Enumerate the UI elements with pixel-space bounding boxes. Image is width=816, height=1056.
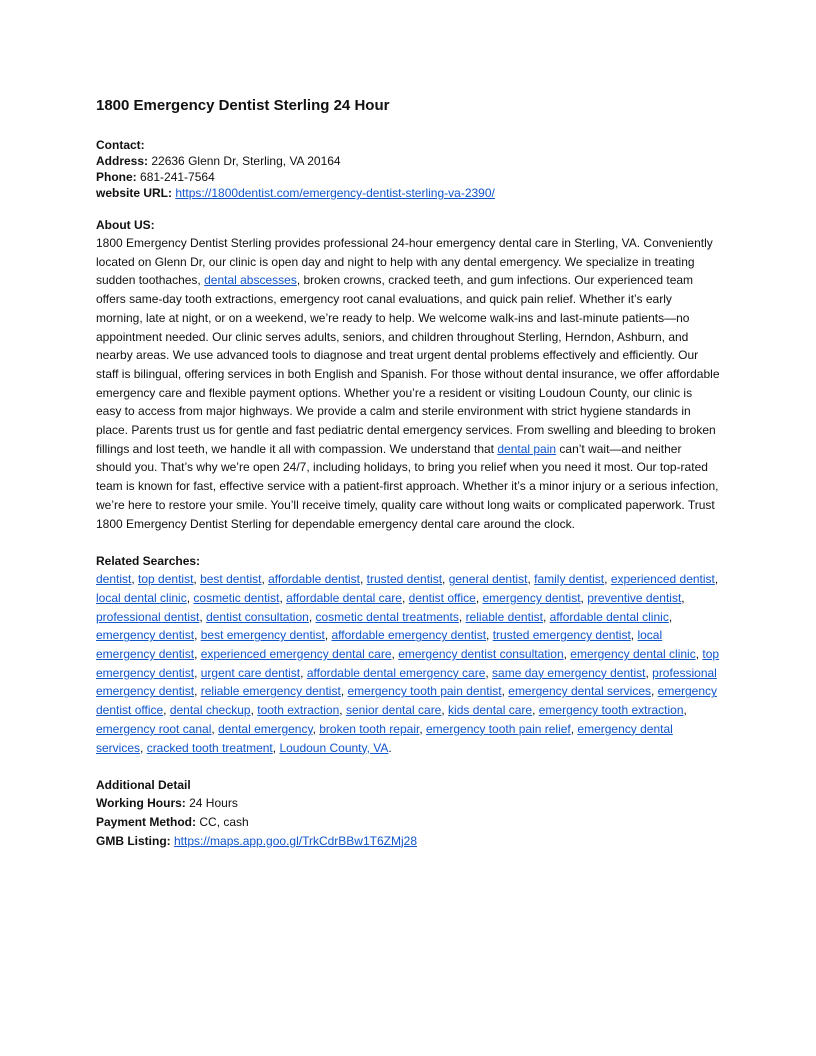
related-search-link[interactable]: affordable dental care	[286, 590, 402, 605]
related-search-link[interactable]: urgent care dentist	[200, 665, 301, 680]
related-searches-list: dentist, top dentist, best dentist, affordable dentist, trusted dentist, general dentist, family dentist, experienced dentist, local dental clinic, cosmetic dentist, affordable dental care, dentist office, emergency dentist, preventive dentist, professional dentist, dentist consultation, cosmetic dental treatments, reliable dentist, affordable dental clinic, emergency dentist, best emergency dentist, affordable emergency dentist, trusted emergency dentist, local emergency dentist, experienced emergency dental care, emergency dentist consultation, emergency dental clinic, top emergency dentist, urgent care dentist, affordable dental emergency care, same day emergency dentist, professional emergency dentist, reliable emergency dentist, emergency tooth pain dentist, emergency dental services, emergency dentist office, dental checkup, tooth extraction, senior dental care, kids dental care, emergency tooth extraction, emergency root canal, dental emergency, broken tooth repair, emergency tooth pain relief, emergency dental services, cracked tooth treatment, Loudoun County, VA.	[96, 572, 720, 755]
website-link[interactable]: https://1800dentist.com/emergency-dentist-sterling-va-2390/	[175, 186, 495, 200]
website-label: website URL:	[96, 186, 173, 200]
contact-section	[96, 137, 720, 201]
related-search-link[interactable]: reliable dentist	[465, 609, 543, 624]
related-search-link[interactable]: dentist	[96, 572, 132, 587]
about-text-3: can’t wait—and neither should you. That’s why we’re open 24/7, including holidays, to bring you relief when you need it most. Our top-rated team is known for fast, effective service with a patient-first approach. Whether it’s a minor injury or a serious infection, we’re here to restore your smile. You’ll receive timely, quality care without long waits or complicated paperwork. Trust 1800 Emergency Dentist Sterling for dependable emergency dental care around the clock.	[96, 441, 719, 531]
related-search-link[interactable]: senior dental care	[345, 703, 442, 718]
related-search-link[interactable]: reliable emergency dentist	[200, 684, 341, 699]
about-text-2: , broken crowns, cracked teeth, and gum infections. Our experienced team offers same-day tooth extractions, emergency root canal evaluations, and quick pain relief. Whether it’s early morning, late at night, or on a weekend, we’re ready to help. We welcome walk-ins and last-minute patients—no appointment needed. Our clinic serves adults, seniors, and children throughout Sterling, Herndon, Ashburn, and nearby areas. We use advanced tools to diagnose and treat urgent dental problems effectively and efficiently. Our staff is bilingual, offering services in both English and Spanish. For those without dental insurance, we offer affordable emergency care and flexible payment options. Whether you’re a resident or visiting Loudoun County, our clinic is easy to access from major highways. We provide a calm and sterile environment with strict hygiene standards in place. Parents trust us for gentle and fast pediatric dental emergency services. From swelling and bleeding to broken fillings and lost teeth, we handle it all with compassion. We understand that	[96, 273, 720, 456]
related-search-link[interactable]: best dentist	[200, 572, 262, 587]
related-search-link[interactable]: dental emergency	[218, 721, 313, 736]
payment-method-value: CC, cash	[199, 814, 249, 829]
related-search-link[interactable]: Loudoun County, VA	[279, 740, 389, 755]
related-search-link[interactable]: dentist consultation	[206, 609, 309, 624]
related-search-link[interactable]: emergency dentist	[96, 628, 195, 643]
additional-heading: Additional Detail	[96, 778, 191, 793]
related-search-link[interactable]: same day emergency dentist	[492, 665, 646, 680]
phone-label: Phone:	[96, 170, 137, 184]
related-search-link[interactable]: cosmetic dental treatments	[315, 609, 459, 624]
related-search-link[interactable]: best emergency dentist	[200, 628, 325, 643]
related-search-link[interactable]: preventive dentist	[587, 590, 682, 605]
related-search-link[interactable]: affordable emergency dentist	[331, 628, 487, 643]
related-search-link[interactable]: affordable dentist	[268, 572, 360, 587]
related-search-link[interactable]: broken tooth repair	[319, 721, 420, 736]
dental-abscesses-link[interactable]: dental abscesses	[204, 273, 297, 288]
gmb-listing-label: GMB Listing:	[96, 833, 171, 848]
website-line	[96, 185, 720, 201]
related-search-link[interactable]: professional emergency dentist	[96, 665, 717, 699]
related-search-link[interactable]: top dentist	[138, 572, 194, 587]
related-search-link[interactable]: experienced emergency dental care	[200, 647, 392, 662]
address-value: 22636 Glenn Dr, Sterling, VA 20164	[151, 154, 341, 168]
additional-detail-section	[96, 776, 720, 850]
related-search-link[interactable]: local emergency dentist	[96, 628, 663, 662]
address-label: Address:	[96, 154, 149, 168]
related-search-link[interactable]: emergency root canal	[96, 721, 212, 736]
working-hours-label: Working Hours:	[96, 796, 186, 811]
related-search-link[interactable]: cracked tooth treatment	[146, 740, 273, 755]
working-hours-value: 24 Hours	[189, 796, 238, 811]
related-search-link[interactable]: family dentist	[534, 572, 605, 587]
page-title: 1800 Emergency Dentist Sterling 24 Hour	[96, 97, 390, 114]
related-search-link[interactable]: affordable dental emergency care	[306, 665, 486, 680]
related-search-link[interactable]: emergency tooth pain dentist	[347, 684, 502, 699]
related-search-link[interactable]: tooth extraction	[257, 703, 340, 718]
related-search-link[interactable]: top emergency dentist	[96, 647, 720, 680]
phone-line	[96, 169, 720, 185]
related-search-link[interactable]: emergency dentist consultation	[398, 647, 564, 662]
gmb-listing-line	[96, 832, 720, 851]
contact-heading: Contact:	[96, 138, 145, 152]
phone-value: 681-241-7564	[140, 170, 215, 184]
related-search-link[interactable]: trusted dentist	[366, 572, 443, 587]
about-section	[96, 216, 720, 533]
related-search-link[interactable]: professional dentist	[96, 609, 200, 624]
address-line	[96, 153, 720, 169]
related-searches-section	[96, 552, 720, 757]
related-search-link[interactable]: emergency tooth extraction	[538, 703, 684, 718]
related-search-link[interactable]: cosmetic dentist	[193, 590, 280, 605]
related-search-link[interactable]: emergency dental services	[96, 721, 673, 755]
related-search-link[interactable]: dental checkup	[169, 703, 251, 718]
related-search-link[interactable]: kids dental care	[448, 703, 533, 718]
payment-method-line	[96, 813, 720, 832]
about-text-1: 1800 Emergency Dentist Sterling provides professional 24-hour emergency dental care in Sterling, VA. Conveniently located on Glenn Dr, our clinic is open day and night to help with any dental emergency. We specialize in treating sudden toothaches,	[96, 236, 713, 288]
payment-method-label: Payment Method:	[96, 814, 197, 829]
gmb-listing-link[interactable]: https://maps.app.goo.gl/TrkCdrBBw1T6ZMj28	[174, 833, 417, 848]
related-heading: Related Searches:	[96, 554, 201, 569]
related-search-link[interactable]: emergency dental services	[508, 684, 651, 699]
related-search-link[interactable]: affordable dental clinic	[549, 609, 669, 624]
related-search-link[interactable]: dentist office	[408, 590, 476, 605]
related-search-link[interactable]: emergency tooth pain relief	[426, 721, 571, 736]
related-search-link[interactable]: general dentist	[448, 572, 528, 587]
about-paragraph	[96, 234, 720, 533]
dental-pain-link[interactable]: dental pain	[497, 441, 557, 456]
related-search-link[interactable]: emergency dentist	[482, 590, 581, 605]
related-search-link[interactable]: emergency dentist office	[96, 684, 718, 718]
related-search-link[interactable]: experienced dentist	[610, 572, 715, 587]
related-search-link[interactable]: local dental clinic	[96, 590, 187, 605]
working-hours-line	[96, 794, 720, 813]
related-search-link[interactable]: trusted emergency dentist	[492, 628, 631, 643]
document-content	[96, 95, 720, 850]
related-search-link[interactable]: emergency dental clinic	[570, 647, 696, 662]
about-heading: About US:	[96, 218, 155, 232]
